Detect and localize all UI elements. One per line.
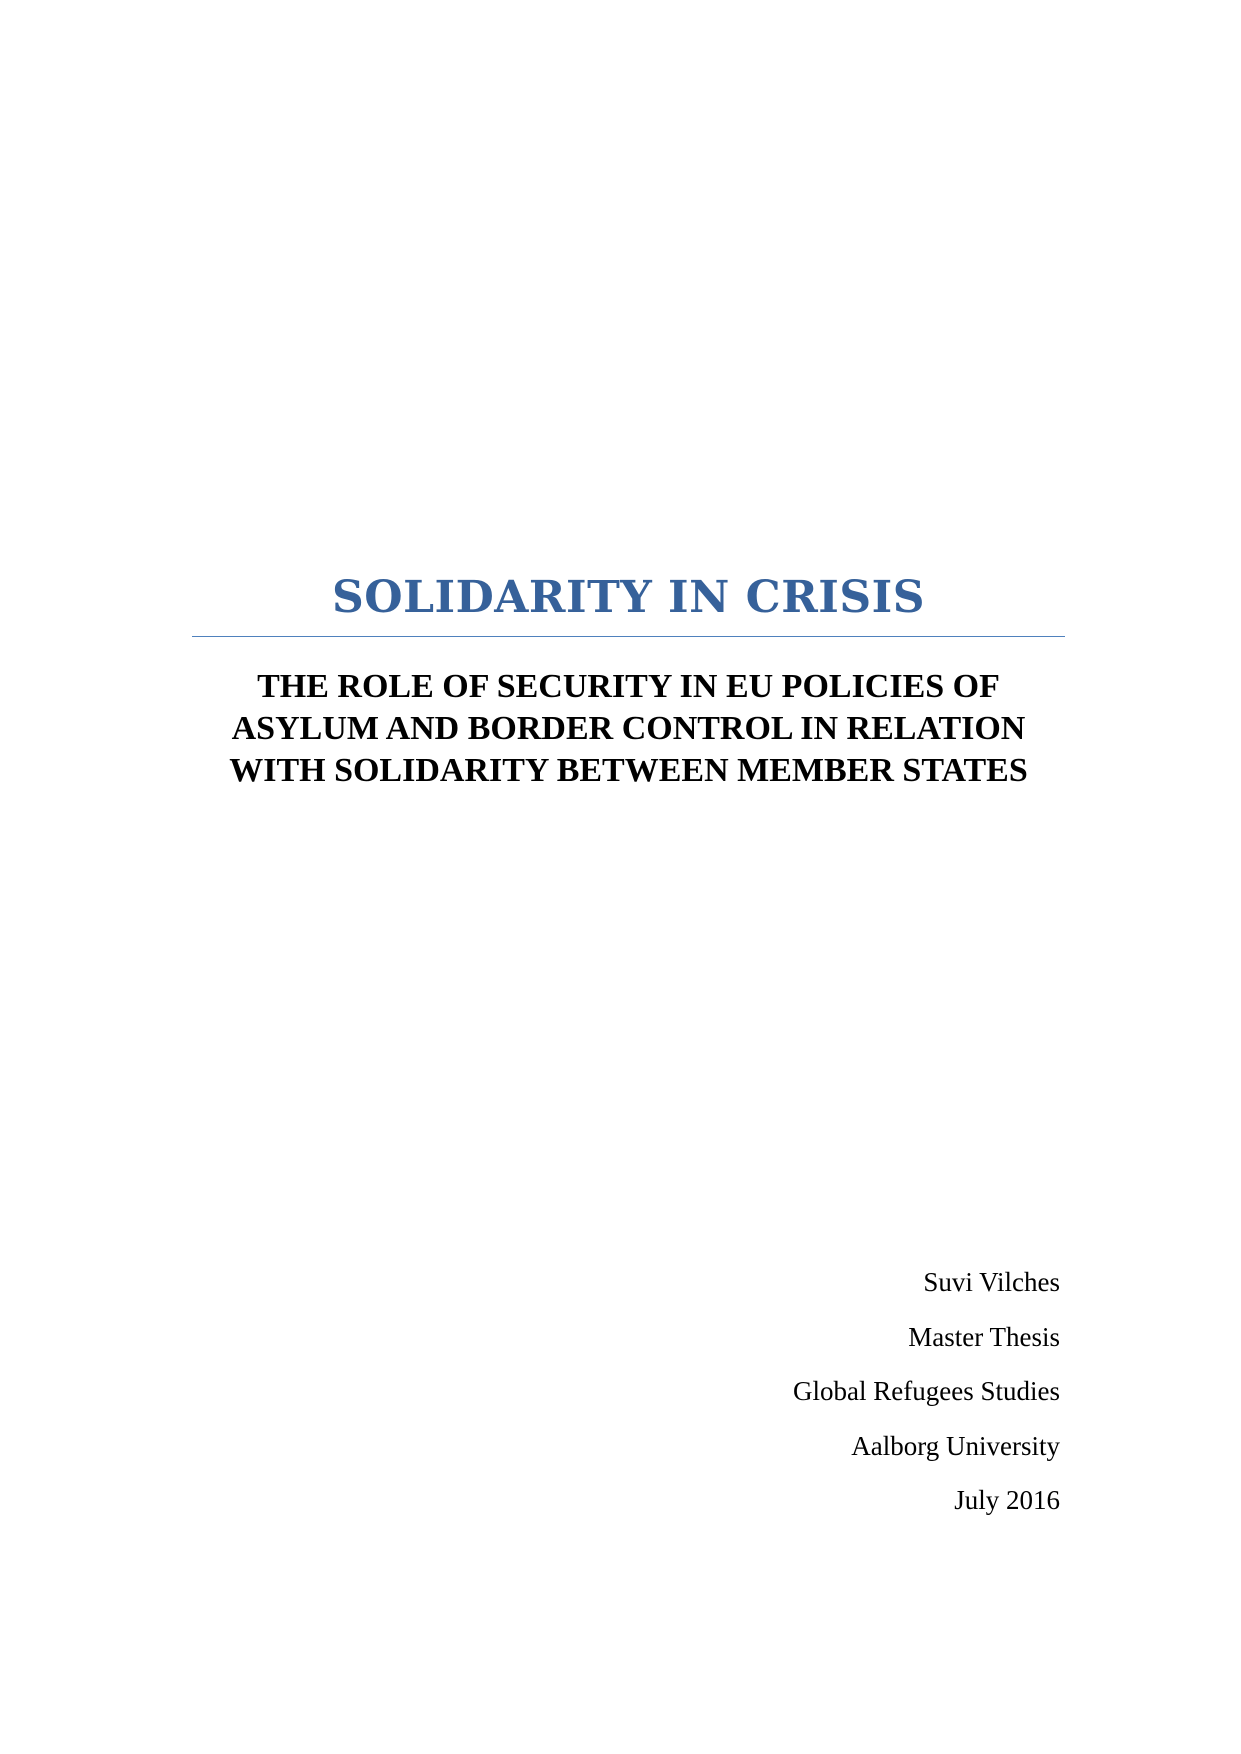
author-name: Suvi Vilches [923, 1267, 1060, 1297]
university-name: Aalborg University [851, 1430, 1060, 1461]
subtitle-line: WITH SOLIDARITY BETWEEN MEMBER STATES [229, 752, 1028, 789]
author-info-block [793, 1266, 1060, 1539]
document-type: Master Thesis [908, 1321, 1060, 1352]
title-underline-divider [192, 636, 1065, 637]
thesis-title: SOLIDARITY IN CRISIS [332, 572, 925, 623]
subtitle-line: THE ROLE OF SECURITY IN EU POLICIES OF [257, 668, 1000, 705]
submission-date: July 2016 [954, 1485, 1060, 1515]
subtitle-line: ASYLUM AND BORDER CONTROL IN RELATION [231, 710, 1026, 747]
thesis-subtitle [170, 666, 1087, 792]
study-programme: Global Refugees Studies [793, 1376, 1060, 1406]
